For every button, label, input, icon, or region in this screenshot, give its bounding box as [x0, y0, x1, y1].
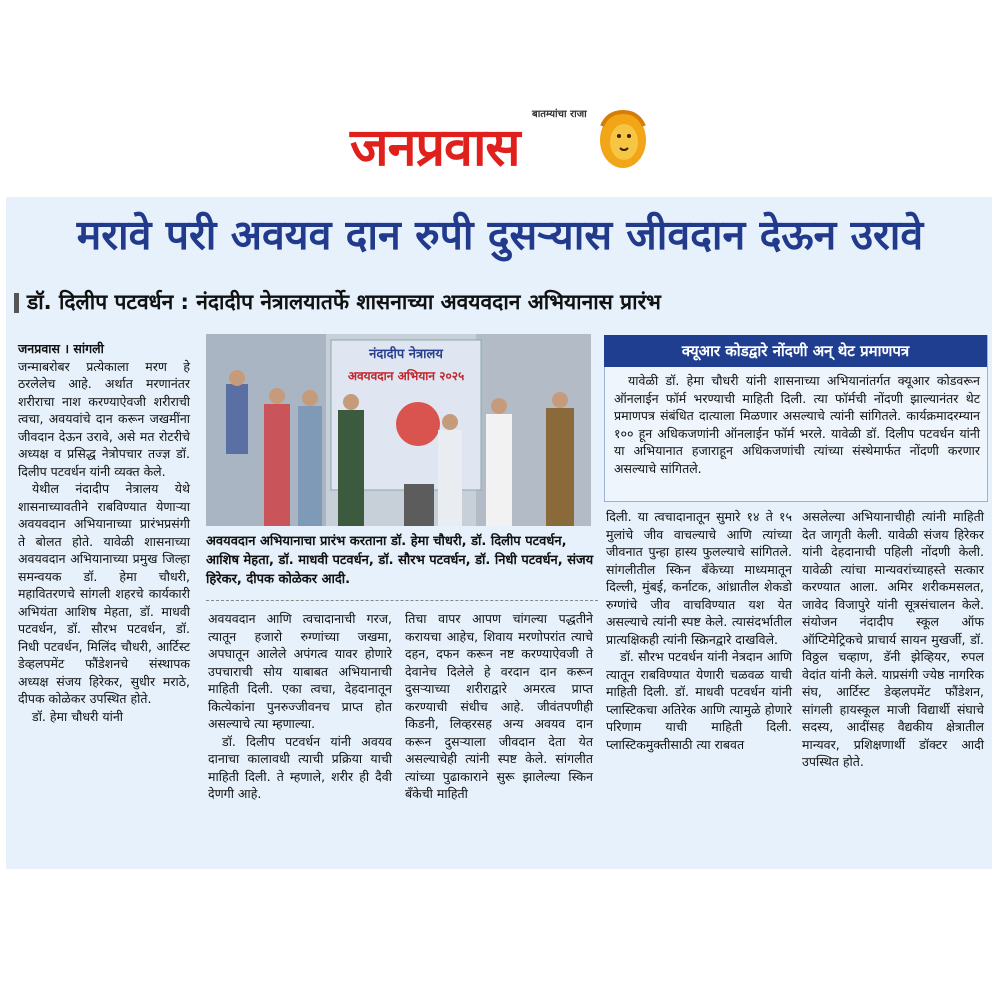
subhead-text: डॉ. दिलीप पटवर्धन : नंदादीप नेत्रालयातर्फे शासनाच्या अवयवदान अभियानास प्रारंभ	[27, 290, 661, 314]
sidebar-box-heading: क्यूआर कोडद्वारे नोंदणी अन् थेट प्रमाणपत्र	[604, 335, 987, 367]
article-column-1	[18, 340, 190, 860]
event-photo-illustration	[206, 334, 591, 526]
paragraph: जन्माबरोबर प्रत्येकाला मरण हे ठरलेलेच आहे. अर्थात मरणानंतर शरीराचा नाश करण्याऐवजी शरीराची त्वचा, अवयवांचे दान करून जखमींना जीवदान देऊन उरावे, असे मत रोटरीचे अध्यक्ष व प्रसिद्ध नेत्रोपचार तज्ज्ञ डॉ. दिलीप पटवर्धन यांनी व्यक्त केले.	[18, 358, 190, 479]
subhead-marker	[14, 293, 19, 313]
article-column-3	[405, 610, 593, 803]
paragraph: डॉ. सौरभ पटवर्धन यांनी नेत्रदान आणि त्यातून राबविण्यात येणारी चळवळ याची माहिती दिली. डॉ. माधवी पटवर्धन यांनी प्लास्टिकचा अतिरेक आणि त्यामुळे होणारे परिणाम याची माहिती दिली. प्लास्टिकमुक्तीसाठी त्या राबवत	[606, 649, 792, 752]
paragraph: दिली. या त्वचादानातून सुमारे १४ ते १५ मुलांचे जीव वाचल्याचे आणि त्यांच्या जीवनात पुन्हा हास्य फुलल्याचे सांगितले. सांगलीतील स्किन बँकेच्या माध्यमातून दिल्ली, मुंबई, कर्नाटक, आंध्रातील शेकडो रुग्णांचे जीव वाचविण्यात यश येत असल्याचे त्यांनी स्पष्ट केले. त्यासंदर्भातील प्रात्यक्षिकही त्यांनी स्क्रिनद्वारे दाखविले.	[606, 509, 792, 647]
paragraph: तिचा वापर आपण चांगल्या पद्धतीने करायचा आहेच, शिवाय मरणोपरांत त्याचे दहन, दफन करून नष्ट करण्याऐवजी ते देवानेच दिलेले हे वरदान दान करून दुसऱ्याच्या शरीराद्वारे अमरत्व प्राप्त करण्याची संधीच आहे. जीवंतपणीही किडनी, लिव्हरसह अन्य अवयव दान करून दुसऱ्याला जीवदान देता येत असल्याचेही त्यांनी स्पष्ट केले. सांगलीत त्यांच्या पुढाकाराने सुरू झालेल्या स्किन बँकेची माहिती	[405, 611, 593, 801]
banner-title: अवयवदान अभियान २०२५	[347, 369, 465, 383]
article-column-4	[606, 508, 792, 753]
paragraph: डॉ. दिलीप पटवर्धन यांनी अवयव दानाचा कालावधी त्याची प्रक्रिया याची माहिती दिली. ते म्हणाले, शरीर ही दैवी देणगी आहे.	[208, 733, 392, 801]
byline: जनप्रवास । सांगली	[18, 341, 104, 356]
article-column-2	[208, 610, 392, 803]
paragraph: असलेल्या अभियानाचीही त्यांनी माहिती देत जागृती केली. यावेळी संजय हिरेकर यांनी देहदानाची पहिली नोंदणी केली. यावेळी त्यांचा मान्यवरांच्याहस्ते सत्कार करण्यात आला. अमिर शरीकमसलत, जावेद विजापुरे यांनी सूत्रसंचालन केले. संयोजन नंदादीप स्कूल ऑफ ऑप्टिमेट्रिकचे प्राचार्य सायन मुखर्जी, डॉ. विठ्ठल चव्हाण, डॅनी झेव्हियर, रुपल वेदांत यांनी केले. याप्रसंगी ज्येष्ठ नागरिक संघ, आर्टिस्ट डेव्हलपमेंट फौंडेशन, सांगली हायस्कूल माजी विद्यार्थी संघाचे सदस्य, आदींसह वैद्यकीय क्षेत्रातील मान्यवर, प्रशिक्षणार्थी डॉक्टर आदी उपस्थित होते.	[802, 509, 984, 769]
article-headline: मरावे परी अवयव दान रुपी दुसऱ्यास जीवदान देऊन उरावे	[76, 211, 924, 259]
paragraph: येथील नंदादीप नेत्रालय येथे शासनाच्यावतीने राबविण्यात येणाऱ्या अवयवदान अभियानाच्या प्रारंभप्रसंगी ते बोलत होते. यावेळी शासनाच्या अवयवदान अभियानाच्या प्रमुख जिल्हा समन्वयक डॉ. हेमा चौधरी, महावितरणचे सांगली शहरचे कार्यकारी अभियंता आशिष मेहता, डॉ. माधवी पटवर्धन, डॉ. सौरभ पटवर्धन, डॉ. निधी पटवर्धन, मिलिंद चौधरी, आर्टिस्ट डेव्हलपमेंट फौंडेशनचे संस्थापक अध्यक्ष संजय हिरेकर, सुधीर मराठे, दीपक कोळेकर उपस्थित होते.	[18, 481, 190, 706]
paragraph: अवयवदान आणि त्वचादानाची गरज, त्यातून हजारो रुग्णांच्या जखमा, अपघातून आलेले अपंगत्व यावर होणारे उपचाराची सोय याबाबत अभियानाची माहिती दिली. एका त्वचा, देहदानातून कित्येकांना पुनरुज्जीवनच प्राप्त होत असल्याचे त्या म्हणाल्या.	[208, 611, 392, 731]
paragraph: यावेळी डॉ. हेमा चौधरी यांनी शासनाच्या अभियानांतर्गत क्यूआर कोडवरून ऑनलाईन फॉर्म भरण्याची माहिती दिली. त्या फॉर्मची नोंदणी झाल्यानंतर थेट प्रमाणपत्र संबंधित दात्याला मिळणार असल्याचे त्यांनी सांगितले. कार्यक्रमादरम्यान १०० हून अधिकजणांनी ऑनलाईन फॉर्म भरले. यावेळी डॉ. दिलीप पटवर्धन यांनी या अभियानात हजाराहून अधिकजणांची त्यांच्या संस्थेमार्फत नोंदणी करणार असल्याचे सांगितले.	[614, 373, 980, 476]
lion-logo-icon	[598, 108, 648, 172]
divider	[206, 600, 598, 601]
paragraph: डॉ. हेमा चौधरी यांनी	[32, 708, 124, 724]
photo-caption: अवयवदान अभियानाचा प्रारंभ करताना डॉ. हेमा चौधरी, डॉ. दिलीप पटवर्धन, आशिष मेहता, डॉ. माधवी पटवर्धन, डॉ. सौरभ पटवर्धन, डॉ. निधी पटवर्धन, संजय हिरेकर, दीपक कोळेकर आदी.	[206, 534, 594, 587]
sidebar-box-text	[614, 372, 980, 477]
masthead-tagline: बातम्यांचा राजा	[532, 109, 587, 120]
newspaper-logo: जनप्रवास	[350, 118, 520, 178]
event-photo	[206, 334, 591, 526]
banner-brand: नंदादीप नेत्रालय	[369, 347, 443, 362]
article-subhead	[14, 288, 661, 316]
article-column-5	[802, 508, 984, 771]
